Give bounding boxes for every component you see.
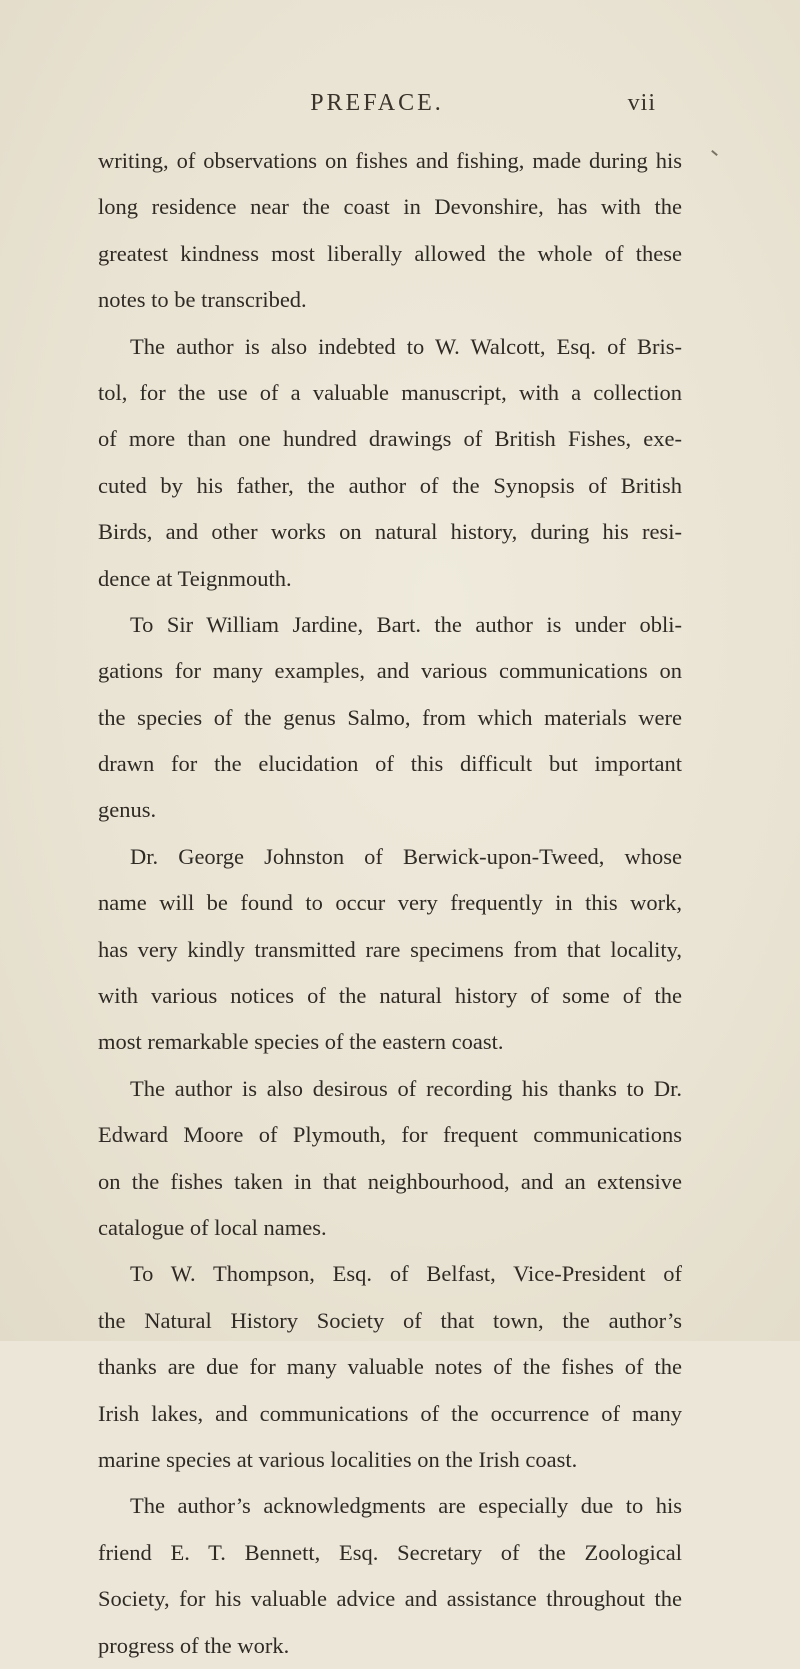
text-line: Society, for his valuable advice and assistance throughout the xyxy=(98,1586,682,1612)
text-line: writing, of observations on fishes and fishing, made during his xyxy=(98,148,682,173)
text-line: cuted by his father, the author of the Synopsis of British xyxy=(98,472,682,498)
margin-mark xyxy=(711,150,718,156)
text-line: The author’s acknowledgments are especially due to his xyxy=(130,1493,682,1519)
text-line: with various notices of the natural history of some of the xyxy=(98,983,682,1009)
text-line: gations for many examples, and various communications on xyxy=(98,658,682,684)
body-text xyxy=(98,138,682,1669)
text-line: To Sir William Jardine, Bart. the author is under obli- xyxy=(130,611,682,637)
text-line: Dr. George Johnston of Berwick-upon-Tweed, whose xyxy=(130,843,682,869)
text-line: of more than one hundred drawings of British Fishes, exe- xyxy=(98,426,682,452)
running-head xyxy=(98,90,656,130)
text-line: the Natural History Society of that town, the author’s xyxy=(98,1307,682,1333)
text-line: marine species at various localities on the Irish coast. xyxy=(98,1446,578,1472)
text-line: on the fishes taken in that neighbourhood, and an extensive xyxy=(98,1168,682,1194)
text-line: drawn for the elucidation of this difficult but important xyxy=(98,751,682,777)
text-line: To W. Thompson, Esq. of Belfast, Vice-President of xyxy=(130,1261,682,1287)
text-line: Edward Moore of Plymouth, for frequent communications xyxy=(98,1122,682,1148)
text-line: name will be found to occur very frequently in this work, xyxy=(98,890,682,916)
text-line: Irish lakes, and communications of the occurrence of many xyxy=(98,1400,682,1426)
text-line: The author is also indebted to W. Walcott, Esq. of Bris- xyxy=(130,333,682,359)
text-line: genus. xyxy=(98,797,157,823)
page-number: vii xyxy=(627,90,656,116)
text-line: Birds, and other works on natural history, during his resi- xyxy=(98,519,682,545)
text-line: tol, for the use of a valuable manuscript, with a collection xyxy=(98,379,682,405)
text-line: catalogue of local names. xyxy=(98,1214,327,1240)
text-line: long residence near the coast in Devonshire, has with the xyxy=(98,194,682,220)
text-line: most remarkable species of the eastern coast. xyxy=(98,1029,504,1055)
text-line: progress of the work. xyxy=(98,1632,290,1658)
text-line: dence at Teignmouth. xyxy=(98,565,292,591)
text-line: greatest kindness most liberally allowed the whole of these xyxy=(98,240,682,266)
text-line: friend E. T. Bennett, Esq. Secretary of the Zoological xyxy=(98,1539,682,1565)
text-line: The author is also desirous of recording his thanks to Dr. xyxy=(130,1075,682,1101)
text-line: thanks are due for many valuable notes of the fishes of the xyxy=(98,1354,682,1380)
text-line: has very kindly transmitted rare specimens from that locality, xyxy=(98,936,682,962)
running-title: PREFACE. xyxy=(310,90,444,116)
text-line: the species of the genus Salmo, from which materials were xyxy=(98,704,682,730)
text-line: notes to be transcribed. xyxy=(98,287,307,313)
